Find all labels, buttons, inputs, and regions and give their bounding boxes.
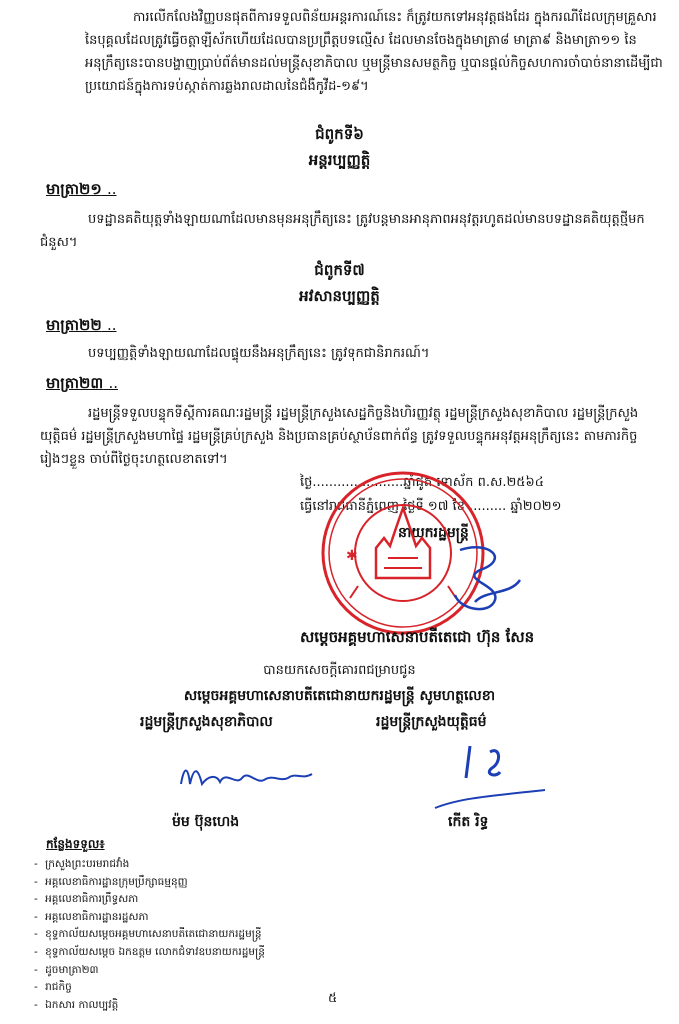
svg-text:✱: ✱	[346, 548, 358, 564]
minister-health-title: រដ្ឋមន្ត្រីក្រសួងសុខាភិបាល	[140, 714, 273, 730]
article23-heading	[46, 374, 118, 396]
article21-label: មាត្រា២១	[46, 180, 102, 198]
submission-line: បានយកសេចក្តីគោរពជម្រាបជូន	[263, 663, 416, 678]
list-item: - រាជកិច្ច	[34, 979, 265, 997]
list-item: - ក្រសួងព្រះបរមរាជវាំង	[34, 856, 265, 874]
list-item: - ខុទ្ទកាល័យសម្តេច ឯកឧត្តម លោកជំទាវឧបនាយករដ្ឋមន្ត្រី	[34, 944, 265, 962]
article22-dots: ..	[106, 316, 117, 334]
chapter6-title: អន្តរប្បញ្ញត្តិ	[308, 151, 371, 169]
date-line-place: ធ្វើនៅរាជធានីភ្នំពេញ ថ្ងៃទី ១៧ ខែ ......... ឆ្នាំ២០២១	[300, 499, 562, 514]
minister-justice-name: កើត រិទ្ធ	[448, 814, 489, 830]
article23-label: មាត្រា២៣	[46, 374, 104, 392]
chapter7-title: អវសានប្បញ្ញត្តិ	[299, 287, 380, 305]
chapter6-number: ជំពូកទី៦	[315, 125, 364, 143]
recipients-list	[34, 856, 265, 1014]
recipients-heading: កន្លែងទទួល៖	[46, 837, 105, 851]
article22-label: មាត្រា២២	[46, 316, 102, 334]
article21-dots: ..	[106, 180, 117, 198]
list-item: - ឯកសារ កាលប្បវត្តិ	[34, 997, 265, 1015]
list-item: - អគ្គលេខាធិការដ្ឋានរដ្ឋសភា	[34, 909, 265, 927]
list-item: - ដូចមាត្រា២៣	[34, 962, 265, 980]
pm-heading: នាយករដ្ឋមន្ត្រី	[398, 525, 469, 541]
intro-paragraph: ការលើកលែងវិញ្ញបនផុតពីការទទួលពិន័យអន្តរការណ៍នេះ ក៏ត្រូវយកទៅអនុវត្តផងដែរ ក្នុងករណីដែលក្រុមគ្រួសារនៃបុគ្គលដែលត្រូវធ្វើចត្តាឡីស័កហើយដែលបានប្រព្រឹត្តបទល្មើស ដែលមានចែងក្នុងមាត្រា៨ មាត្រា៩ និងមាត្រា១១ នៃអនុក្រឹត្យនេះបានបង្ហាញប្រាប់ព័ត៌មានដល់មន្ត្រីសុខាភិបាល ឬមន្ត្រីមានសមត្ថកិច្ច ឬបានផ្តល់កិច្ចសហការចាំបាច់នានាដើម្បីជាប្រយោជន៍ក្នុងការទប់ស្កាត់ការឆ្លងរាលដាលនៃជំងឺកូវីដ-១៩។	[85, 10, 663, 94]
minister-justice-title: រដ្ឋមន្ត្រីក្រសួងយុត្តិធម៌	[376, 714, 487, 730]
date-line-lunar: ថ្ងៃ......................ឆ្នាំជូត ទោស័ក ព.ស.២៥៦៤	[300, 475, 544, 490]
health-minister-signature-icon	[176, 756, 326, 796]
article23-text: រដ្ឋមន្ត្រីទទួលបន្ទុកទីស្តីការគណៈរដ្ឋមន្ត្រី រដ្ឋមន្ត្រីក្រសួងសេដ្ឋកិច្ចនិងហិរញ្ញវត្ថុ រដ្ឋមន្ត្រីក្រសួងសុខាភិបាល រដ្ឋមន្ត្រីក្រសួងយុត្តិធម៌ រដ្ឋមន្ត្រីក្រសួងមហាផ្ទៃ រដ្ឋមន្ត្រីគ្រប់ក្រសួង និងប្រធានគ្រប់ស្ថាប័នពាក់ព័ន្ធ ត្រូវទទួលបន្ទុកអនុវត្តអនុក្រឹត្យនេះ តាមភារកិច្ចរៀងៗខ្លួន ចាប់ពីថ្ងៃចុះហត្ថលេខាតទៅ។	[40, 406, 639, 467]
pm-signature-icon	[440, 540, 530, 620]
page-number: ៥	[328, 991, 338, 1006]
submission-to: សម្តេចអគ្គមហាសេនាបតីតេជោនាយករដ្ឋមន្ត្រី សូមហត្ថលេខា	[183, 688, 496, 704]
article22-text: បទប្បញ្ញត្តិទាំងឡាយណាដែលផ្ទុយនឹងអនុក្រឹត្យនេះ ត្រូវទុកជានិរាករណ៍។	[88, 346, 430, 361]
justice-minister-signature-icon	[430, 738, 550, 818]
list-item: - អគ្គលេខាធិការដ្ឋានក្រុមប្រឹក្សាធម្មនុញ្ញ	[34, 874, 265, 892]
article21-heading	[46, 180, 117, 202]
minister-health-name: ម៉ម ប៊ុនហេង	[172, 814, 240, 830]
pm-name: សម្តេចអគ្គមហាសេនាបតីតេជោ ហ៊ុន សែន	[300, 628, 535, 646]
list-item: - អគ្គលេខាធិការព្រឹទ្ធសភា	[34, 891, 265, 909]
chapter7-number: ជំពូកទី៧	[314, 261, 365, 279]
article22-heading	[46, 316, 117, 338]
list-item: - ខុទ្ទកាល័យសម្តេចអគ្គមហាសេនាបតីតេជោនាយករដ្ឋមន្ត្រី	[34, 926, 265, 944]
article21-text: បទដ្ឋានគតិយុត្តទាំងឡាយណាដែលមានមុនអនុក្រឹត្យនេះ ត្រូវបន្តមានអានុភាពអនុវត្តរហូតដល់មានបទដ្ឋានគតិយុត្តថ្មីមកជំនួស។	[40, 212, 645, 250]
article23-dots: ..	[108, 374, 118, 392]
